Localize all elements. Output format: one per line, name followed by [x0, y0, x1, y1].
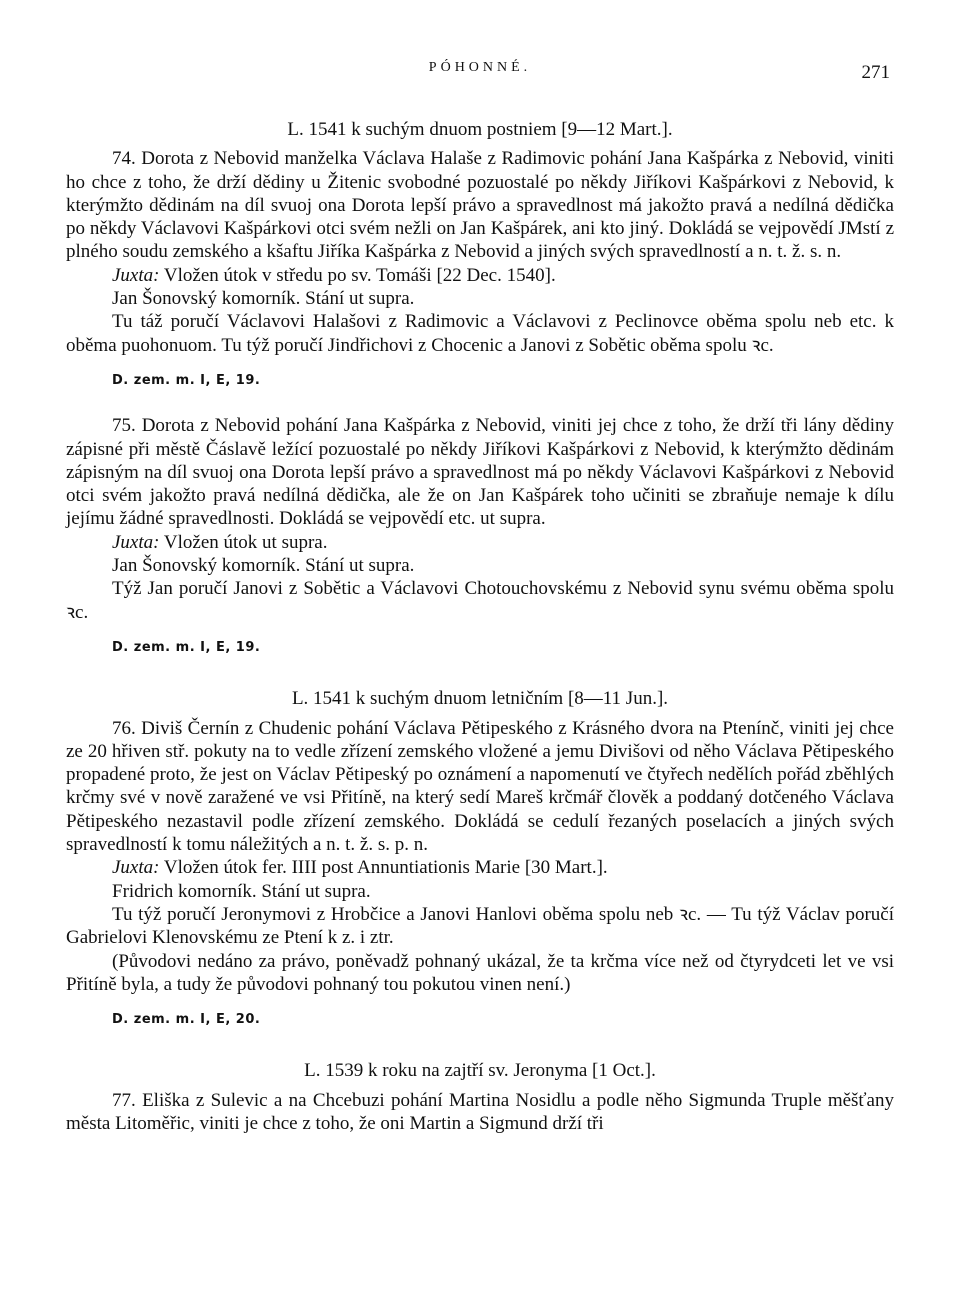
juxta-line: [66, 531, 894, 554]
entry-paragraph: 75. Dorota z Nebovid pohání Jana Kašpárka z Nebovid, viniti jej chce z toho, že drží tři lány dědiny zápisné při městě Čáslavě ležící pozuostalé po někdy Jiříkovi Kašpárkovi z Nebovid, k kterýmžto dědinám zápisným na díl svuoj ona Dorota lepší právo a spravedlnost má po někdy Václavovi Kašpárkovi z Nebovid otci svém jakožto pravá nedílná dědička, ale že on Jan Kašpárek toho učiniti se zbraňuje nemaje k dílu jejímu žádné spravedlnosti. Dokládá se vejpovědí etc. ut supra.: [66, 415, 894, 530]
juxta-text: Vložen útok v středu po sv. Tomáši [22 Dec. 1540].: [159, 264, 556, 286]
source-reference: D. zem. m. I, E, 19.: [112, 372, 261, 388]
juxta-label: Juxta:: [112, 857, 160, 879]
juxta-text: Vložen útok fer. IIII post Annuntiationis Marie [30 Mart.].: [159, 857, 608, 879]
entry-paragraph: 77. Eliška z Sulevic a na Chcebuzi pohání Martina Nosidlu a podle něho Sigmunda Truple měšťany města Litoměřic, viniti je chce z toho, že oni Martin a Sigmund drží tři: [66, 1089, 894, 1134]
source-reference: D. zem. m. I, E, 20.: [112, 1012, 261, 1028]
note-paragraph: Týž Jan poručí Janovi z Sobětic a Václavovi Chotouchovskému z Nebovid synu svému oběma spolu ꝛc.: [66, 578, 894, 623]
entry-paragraph: 76. Diviš Černín z Chudenic pohání Václava Pětipeského z Krásného dvora na Ptenínč, viniti jej chce ze 20 hřiven stř. pokuty na to vedle zřízení zemského vložené a jemu Divišovi od něho Václava Pětipeského propadené proto, že jest on Václav Pětipeský po oznámení a napomenutí ve čtyřech nedělích pořád zběhlých krčmy své v nově zaražené ve vsi Přitíně, na který sedí Mareš krčmář člověk a poddaný dotčeného Václava Pětipeského nezastavil podle zřízení zemského. Dokládá se cedulí řezaných poselacích a jiných svých spravedlností k tomu náležitých a n. t. ž. s. p. n.: [66, 717, 894, 856]
note-paragraph: (Původovi nedáno za právo, poněvadž pohnaný ukázal, že ta krčma více než od čtyrydceti let ve vsi Přitíně byla, a tudy že původovi pohnaný tou pokutou vinen není.): [66, 950, 894, 995]
source-reference: D. zem. m. I, E, 19.: [112, 639, 261, 655]
spacer: [66, 392, 894, 414]
spacer: [66, 1031, 894, 1059]
spacer: [66, 659, 894, 687]
note-paragraph: Tu týž poručí Jeronymovi z Hrobčice a Janovi Hanlovi oběma spolu neb ꝛc. — Tu týž Václav poručí Gabrielovi Klenovskému ze Ptení k z. i ztr.: [66, 903, 894, 949]
section-heading: L. 1541 k suchým dnuom letničním [8—11 Jun.].: [291, 688, 669, 710]
entry-paragraph: 74. Dorota z Nebovid manželka Václava Halaše z Radimovic pohání Jana Kašpárka z Nebovid, viniti ho chce z toho, že drží dědiny u Žitenic svobodné pozuostalé po někdy Jiříkovi Kašpárkovi z Nebovid, k kterýmžto dědinám na díl svuoj ona Dorota lepší právo a spravedlnost má jakožto pravá a nedílná dědička po někdy Václavovi Kašpárkovi otci svém nežli on Jan Kašpárek, ani kto jiný. Dokládá se vejpovědí JMstí z plného soudu zemského a kšaftu Jiříka Kašpárka z Nebovid a jiných svých spravedlností a n. t. ž. s. n.: [66, 148, 894, 263]
section-heading: L. 1539 k roku na zajtří sv. Jeronyma [1 Oct.].: [304, 1060, 656, 1082]
juxta-label: Juxta:: [112, 264, 160, 286]
juxta-text: Vložen útok ut supra.: [159, 531, 328, 553]
juxta-line: [66, 264, 894, 287]
chamberlain-line: Jan Šonovský komorník. Stání ut supra.: [112, 555, 415, 577]
juxta-line: [66, 856, 894, 879]
note-paragraph: Tu táž poručí Václavovi Halašovi z Radimovic a Václavovi z Peclinovce oběma spolu neb etc. k oběma puohonuom. Tu týž poručí Jindřichovi z Chocenic a Janovi z Sobětic oběma spolu ꝛc.: [66, 311, 894, 356]
page-number: 271: [861, 62, 890, 83]
chamberlain-line: Jan Šonovský komorník. Stání ut supra.: [112, 288, 415, 310]
chamberlain-line: Fridrich komorník. Stání ut supra.: [112, 880, 371, 902]
juxta-label: Juxta:: [112, 531, 160, 553]
section-heading: L. 1541 k suchým dnuom postniem [9—12 Mart.].: [287, 119, 673, 140]
page-content: [66, 118, 894, 1135]
running-title: PÓHONNÉ.: [428, 60, 532, 75]
